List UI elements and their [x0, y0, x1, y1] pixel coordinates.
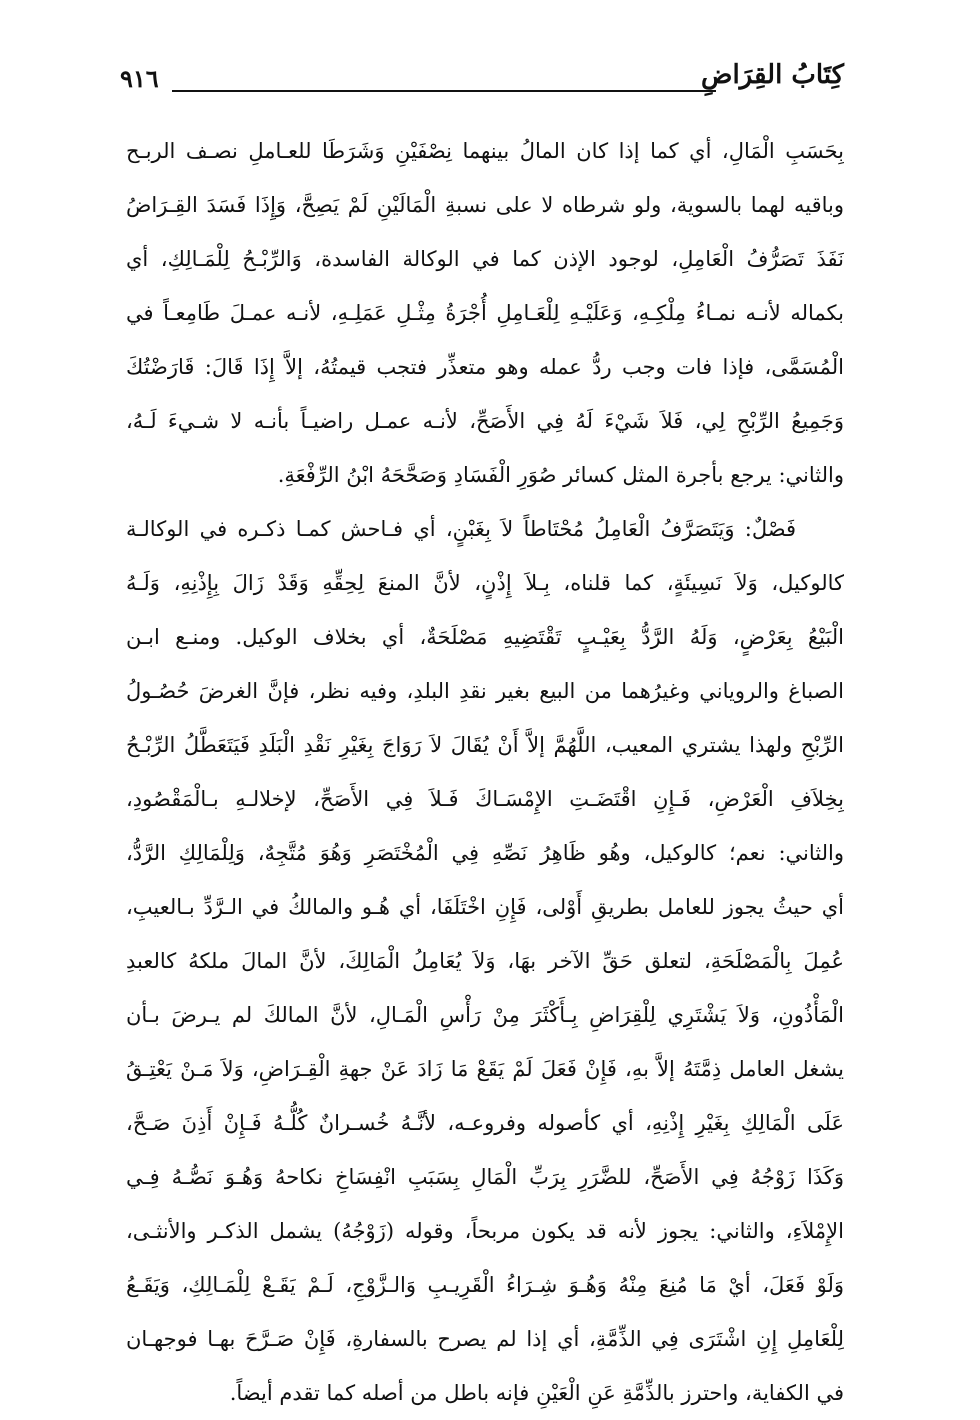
text-line: بِحَسَبِ الْمَالِ، أي كما إذا كان المالُ بينهما نِصْفَيْنِ وَشَرَطَا للعـاملِ نصـف الربـح [126, 139, 844, 163]
text-line: أي حيثُ يجوز للعامل بطريقِ أَوْلى، فَإِنِ اخْتَلَفَا، أي هُـو والمالكُ في الـرَّدِّ بـالعيبِ، [126, 895, 844, 919]
text-line: الإِمْلاَءِ، والثاني: يجوز لأنه قد يكون مربحاً، وقوله (زَوْجُهُ) يشمل الذكـر والأنثـى، [126, 1219, 844, 1243]
running-title: كِتَابُ القِرَاضِ [701, 60, 844, 90]
text-line: نَفَذَ تَصَرُّفُ الْعَامِلِ، لوجود الإذن كما في الوكالة الفاسدة، وَالرِّبْـحُ لِلْمَـالِكِ، أي [126, 247, 844, 271]
text-line: والثاني: نعم؛ كالوكيل، وهُو ظَاهِرُ نَصِّهِ فِي الْمُخْتَصَرِ وَهُوَ مُتَّجِهٌ، وَلِلْمَالِكِ الرَّدُّ، [126, 841, 844, 865]
page-header [120, 58, 844, 98]
body-text [126, 124, 844, 1420]
text-line: الصباغ والروياني وغيرُهما من البيع بغير نقدِ البلدِ، وفيه نظر، فإنَّ الغرضَ حُصُـولُ [126, 679, 844, 703]
text-line: الْمُسَمَّى، فإذا فات وجب ردُّ عمله وهو متعذِّر فتجب قيمتُهُ، إلاَّ إِذَا قَالَ: قَارَضْتُكَ [126, 355, 844, 379]
text-line: وَلَوْ فَعَلَ، أيْ مَا مُنِعَ مِنْهُ وَهُـوَ شِـرَاءُ الْقَرِيـبِ وَالـزَّوْجِ، لَـمْ يَقَـعْ لِلْمَـالِكِ، وَيَقَـعُ [126, 1273, 844, 1297]
header-rule [172, 90, 716, 92]
text-line: بكماله لأنـه نمـاءُ مِلْكِـهِ، وَعَلَيْـهِ لِلْعَـامِلِ أُجْرَةُ مِثْـلِ عَمَلِـهِ، لأنـه عمـلَ طَامِعـاً في [126, 301, 844, 325]
paragraph-end-line: في الكفاية، واحترز بالذِّمَّةِ عَنِ الْعَيْنِ فإنه باطل من أصله كما تقدم أيضاً. [229, 1381, 844, 1405]
text-line: عُمِلَ بِالْمَصْلَحَةِ، لتعلق حَقِّ الآخر بهَا، وَلاَ يُعَامِلُ الْمَالِكَ، لأنَّ المالَ ملكهُ كالعبدِ [126, 949, 844, 973]
text-line: وباقيه لهما بالسوية، ولو شرطاه لا على نسبةِ الْمَالَيْنِ لَمْ يَصِحَّ، وَإِذَا فَسَدَ القِـرَاضُ [126, 193, 844, 217]
section-start-line: فَصْلٌ: وَيَتَصَرَّفُ الْعَامِلُ مُحْتَاطاً لاَ بِغَبْنٍ، أي فـاحش كمـا ذكـره في الوكالـة [126, 517, 796, 541]
text-line: وَكَذَا زَوْجُهُ فِي الأَصَحِّ، للضَّرَرِ بِرَبِّ الْمَالِ بِسَبَبِ انْفِسَاخِ نكاحهُ وَهُـوَ نَصُّـهُ فِـي [126, 1165, 844, 1189]
text-line: كالوكيل، وَلاَ نَسِيئَةٍ، كما قلناه، بِـلاَ إِذْنٍ، لأنَّ المنعَ لِحِقِّهِ وَقَدْ زَالَ بِإِذْنِهِ، وَلَـهُ [126, 571, 844, 595]
text-line: عَلَى الْمَالِكِ بِغَيْرِ إِذْنِهِ، أي كأصوله وفروعـه، لأنَّـهُ خُسـرانٌ كُلُّـهُ فَـإِنْ أَذِنَ صَـحَّ، [126, 1111, 844, 1135]
text-line: لِلْعَامِلِ إِنِ اشْتَرَى فِي الذِّمَّةِ، أي إذا لم يصرح بالسفارةِ، فَإِنْ صَـرَّحَ بهـا فوجهـان [126, 1327, 844, 1351]
paragraph-end-line: والثاني: يرجع بأجرة المثل كسائر صُوَرِ الْفَسَادِ وَصَحَّحَهُ ابْنُ الرِّفْعَةِ. [277, 463, 844, 487]
text-line: الْمَأْذُونِ، وَلاَ يَشْتَرِي لِلْقِرَاضِ بِـأَكْثَرَ مِنْ رَأْسِ الْمَـالِ، لأنَّ المالكَ لم يـرضَ بـأن [126, 1003, 844, 1027]
text-line: بِخِلاَفِ الْعَرْضِ، فَـإِنِ اقْتَضَـتِ الإِمْسَـاكَ فَـلاَ فِي الأَصَحِّ، لإخلالـهِ بـالْمَقْصُودِ، [126, 787, 844, 811]
text-line: يشغل العامل ذِمَّتَهُ إلاَّ بهِ، فَإِنْ فَعَلَ لَمْ يَقَعْ مَا زَادَ عَنْ جهةِ الْقِـرَاضِ، وَلاَ مَـنْ يَعْتِـقُ [126, 1057, 844, 1081]
text-line: الْبَيْعُ بِعَرْضٍ، وَلَهُ الرَّدُّ بِعَيْـبٍ تَقْتَضِيهِ مَصْلَحَةٌ، أي بخلاف الوكيل. ومنـع ابـن [126, 625, 844, 649]
page-number: ٩١٦ [120, 64, 159, 93]
text-line: وَجَمِيعُ الرِّبْحِ لِي، فَلاَ شَيْءَ لَهُ فِي الأَصَحِّ، لأنـه عمـل راضيـاً بأنـه لا شـيءَ لَـهُ، [126, 409, 844, 433]
text-line: الرِّبْحِ ولهذا يشتري المعيب، اللَّهُمَّ إلاَّ أَنْ يُقَالَ لاَ رَوَاجَ بِغَيْرِ نَقْدِ الْبَلَدِ فَيَتَعَطَّلُ الرِّبْـحُ [126, 733, 844, 757]
